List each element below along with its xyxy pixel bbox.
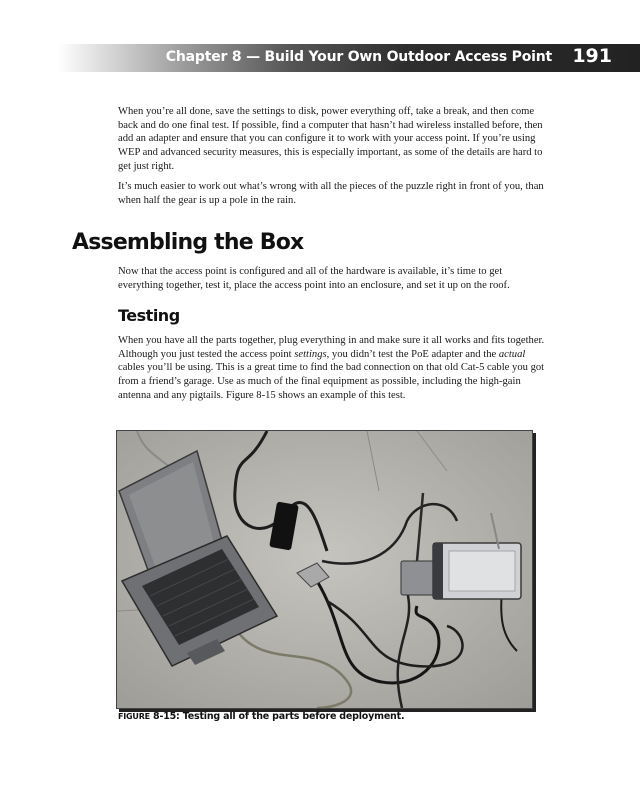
paragraph-easier: It’s much easier to work out what’s wrong with all the pieces of the puzzle right in front of you, than when half the gear is up a pole in the rain. (118, 181, 544, 206)
figure-photo (116, 430, 533, 709)
paragraph-assembling: Now that the access point is configured and all of the hardware is available, it’s time to get everything together, test it, place the access point into an enclosure, and set it up on the roof. (118, 266, 510, 291)
chapter-header-bar (58, 44, 640, 72)
testing-setup-photo (117, 431, 532, 708)
section-heading: Assembling the Box (72, 230, 304, 255)
paragraph-testing: When you have all the parts together, plug everything in and make sure it all works and fits together. Although you just tested the access point settings, you didn’t test the PoE adapter and the actual cables you’ll be using. This is a great time to find the bad connection on that old Cat-5 cable you got from a friend’s garage. Use as much of the final equipment as possible, including the high-gain antenna and any pigtails. Figure 8-15 shows an example of this test. (118, 335, 545, 401)
page-number: 191 (572, 45, 612, 67)
caption-figure-label: FIGURE (118, 712, 150, 721)
chapter-title: Chapter 8 — Build Your Own Outdoor Access Point (165, 49, 552, 65)
subsection-heading: Testing (118, 306, 180, 325)
figure-caption (118, 711, 404, 722)
paragraph-final-test: When you’re all done, save the settings to disk, power everything off, take a break, and then come back and do one final test. If possible, find a computer that hasn’t had wireless installed before, then add an adapter and ensure that you can configure it to work with your access point. If you’re using WEP and advanced security measures, this is especially important, as some of the details are hard to get just right. (118, 106, 543, 172)
caption-text: 8-15: Testing all of the parts before deployment. (149, 711, 405, 722)
